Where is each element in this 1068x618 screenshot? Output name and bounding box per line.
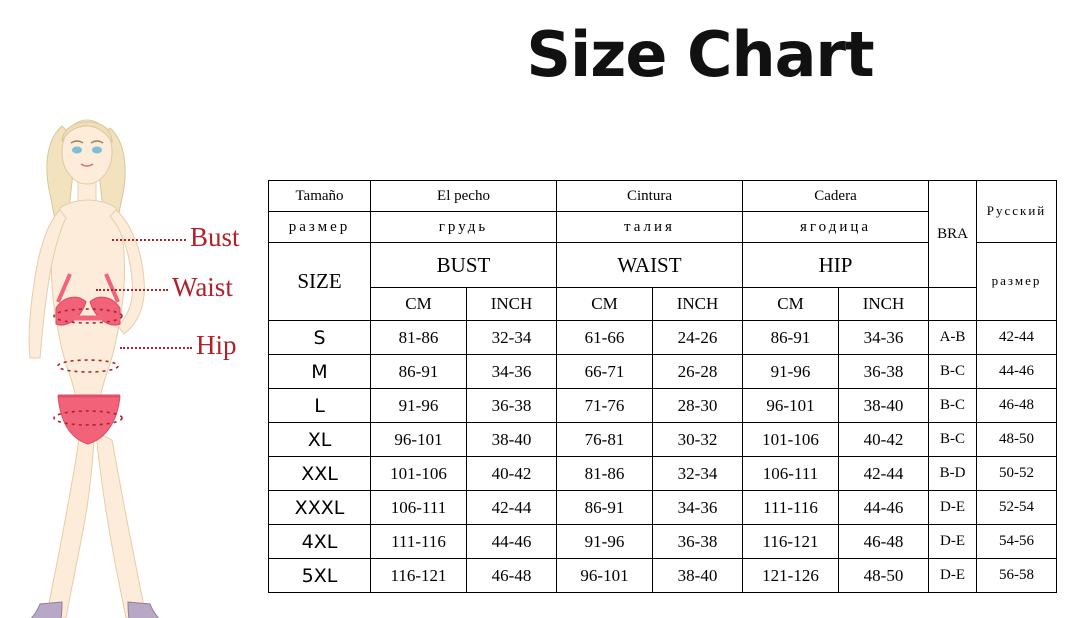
header-russian: Русский <box>977 181 1057 243</box>
cell-waist-cm: 86-91 <box>557 491 653 525</box>
cell-bra: D-E <box>929 525 977 559</box>
cell-waist-inch: 34-36 <box>653 491 743 525</box>
cell-waist-inch: 36-38 <box>653 525 743 559</box>
table-row <box>269 491 1057 525</box>
table-header-row-es <box>269 181 1057 212</box>
cell-ru-size: 46-48 <box>977 389 1057 423</box>
cell-hip-cm: 101-106 <box>743 423 839 457</box>
header-waist-ru: талия <box>557 212 743 243</box>
header-waist-es: Cintura <box>557 181 743 212</box>
cell-waist-cm: 81-86 <box>557 457 653 491</box>
cell-bust-inch: 40-42 <box>467 457 557 491</box>
cell-bust-cm: 91-96 <box>371 389 467 423</box>
cell-waist-inch: 28-30 <box>653 389 743 423</box>
header-hip-inch: INCH <box>839 288 929 321</box>
header-size-es: Tamaño <box>269 181 371 212</box>
header-bra: BRA <box>929 181 977 288</box>
cell-size: XXXL <box>269 491 371 525</box>
cell-bust-cm: 116-121 <box>371 559 467 593</box>
cell-hip-cm: 121-126 <box>743 559 839 593</box>
cell-hip-cm: 91-96 <box>743 355 839 389</box>
cell-size: 5XL <box>269 559 371 593</box>
cell-waist-cm: 66-71 <box>557 355 653 389</box>
cell-hip-cm: 116-121 <box>743 525 839 559</box>
cell-size: XXL <box>269 457 371 491</box>
cell-bra: B-C <box>929 389 977 423</box>
header-bust-cm: CM <box>371 288 467 321</box>
bust-label: Bust <box>190 222 240 252</box>
header-size-en: SIZE <box>269 243 371 321</box>
cell-waist-inch: 24-26 <box>653 321 743 355</box>
cell-bust-cm: 81-86 <box>371 321 467 355</box>
cell-bust-cm: 101-106 <box>371 457 467 491</box>
cell-waist-inch: 26-28 <box>653 355 743 389</box>
cell-bust-inch: 44-46 <box>467 525 557 559</box>
header-bust-en: BUST <box>371 243 557 288</box>
cell-bust-cm: 106-111 <box>371 491 467 525</box>
header-hip-cm: CM <box>743 288 839 321</box>
cell-hip-inch: 46-48 <box>839 525 929 559</box>
header-hip-ru: ягодица <box>743 212 929 243</box>
cell-hip-cm: 86-91 <box>743 321 839 355</box>
cell-hip-inch: 40-42 <box>839 423 929 457</box>
cell-bust-cm: 96-101 <box>371 423 467 457</box>
cell-bust-cm: 111-116 <box>371 525 467 559</box>
cell-waist-cm: 91-96 <box>557 525 653 559</box>
cell-hip-inch: 44-46 <box>839 491 929 525</box>
hip-label: Hip <box>196 330 237 360</box>
bust-leader-line <box>112 239 186 241</box>
header-waist-inch: INCH <box>653 288 743 321</box>
header-russian-size: размер <box>977 243 1057 321</box>
cell-bra: A-B <box>929 321 977 355</box>
cell-bust-inch: 42-44 <box>467 491 557 525</box>
cell-ru-size: 42-44 <box>977 321 1057 355</box>
header-hip-es: Cadera <box>743 181 929 212</box>
cell-hip-inch: 42-44 <box>839 457 929 491</box>
header-waist-cm: CM <box>557 288 653 321</box>
waist-label: Waist <box>172 272 233 302</box>
cell-ru-size: 52-54 <box>977 491 1057 525</box>
cell-size: 4XL <box>269 525 371 559</box>
cell-ru-size: 54-56 <box>977 525 1057 559</box>
cell-size: M <box>269 355 371 389</box>
header-bust-inch: INCH <box>467 288 557 321</box>
table-row <box>269 457 1057 491</box>
cell-waist-inch: 32-34 <box>653 457 743 491</box>
cell-bust-inch: 34-36 <box>467 355 557 389</box>
table-row <box>269 355 1057 389</box>
cell-ru-size: 48-50 <box>977 423 1057 457</box>
cell-bust-inch: 36-38 <box>467 389 557 423</box>
cell-bra: B-C <box>929 423 977 457</box>
cell-hip-inch: 38-40 <box>839 389 929 423</box>
hip-leader-line <box>120 347 192 349</box>
size-chart-table <box>268 180 1057 593</box>
cell-size: XL <box>269 423 371 457</box>
cell-hip-inch: 34-36 <box>839 321 929 355</box>
cell-hip-cm: 96-101 <box>743 389 839 423</box>
size-chart-table-wrapper <box>268 180 1057 593</box>
cell-size: L <box>269 389 371 423</box>
cell-ru-size: 44-46 <box>977 355 1057 389</box>
waist-leader-line <box>96 289 168 291</box>
header-waist-en: WAIST <box>557 243 743 288</box>
cell-bra: D-E <box>929 559 977 593</box>
header-bust-es: El pecho <box>371 181 557 212</box>
table-row <box>269 559 1057 593</box>
cell-hip-inch: 48-50 <box>839 559 929 593</box>
cell-hip-cm: 111-116 <box>743 491 839 525</box>
cell-waist-cm: 61-66 <box>557 321 653 355</box>
cell-size: S <box>269 321 371 355</box>
header-bust-ru: грудь <box>371 212 557 243</box>
cell-hip-inch: 36-38 <box>839 355 929 389</box>
cell-waist-inch: 30-32 <box>653 423 743 457</box>
cell-bust-cm: 86-91 <box>371 355 467 389</box>
table-row <box>269 525 1057 559</box>
header-size-ru: размер <box>269 212 371 243</box>
table-row <box>269 389 1057 423</box>
cell-waist-cm: 71-76 <box>557 389 653 423</box>
cell-bra: B-D <box>929 457 977 491</box>
cell-ru-size: 50-52 <box>977 457 1057 491</box>
cell-bust-inch: 38-40 <box>467 423 557 457</box>
cell-waist-inch: 38-40 <box>653 559 743 593</box>
cell-bust-inch: 32-34 <box>467 321 557 355</box>
cell-waist-cm: 96-101 <box>557 559 653 593</box>
cell-ru-size: 56-58 <box>977 559 1057 593</box>
page-title: Size Chart <box>526 18 874 91</box>
table-header-row-units <box>269 288 1057 321</box>
header-hip-en: HIP <box>743 243 929 288</box>
cell-waist-cm: 76-81 <box>557 423 653 457</box>
cell-hip-cm: 106-111 <box>743 457 839 491</box>
table-row <box>269 423 1057 457</box>
cell-bust-inch: 46-48 <box>467 559 557 593</box>
cell-bra: D-E <box>929 491 977 525</box>
cell-bra: B-C <box>929 355 977 389</box>
table-row <box>269 321 1057 355</box>
